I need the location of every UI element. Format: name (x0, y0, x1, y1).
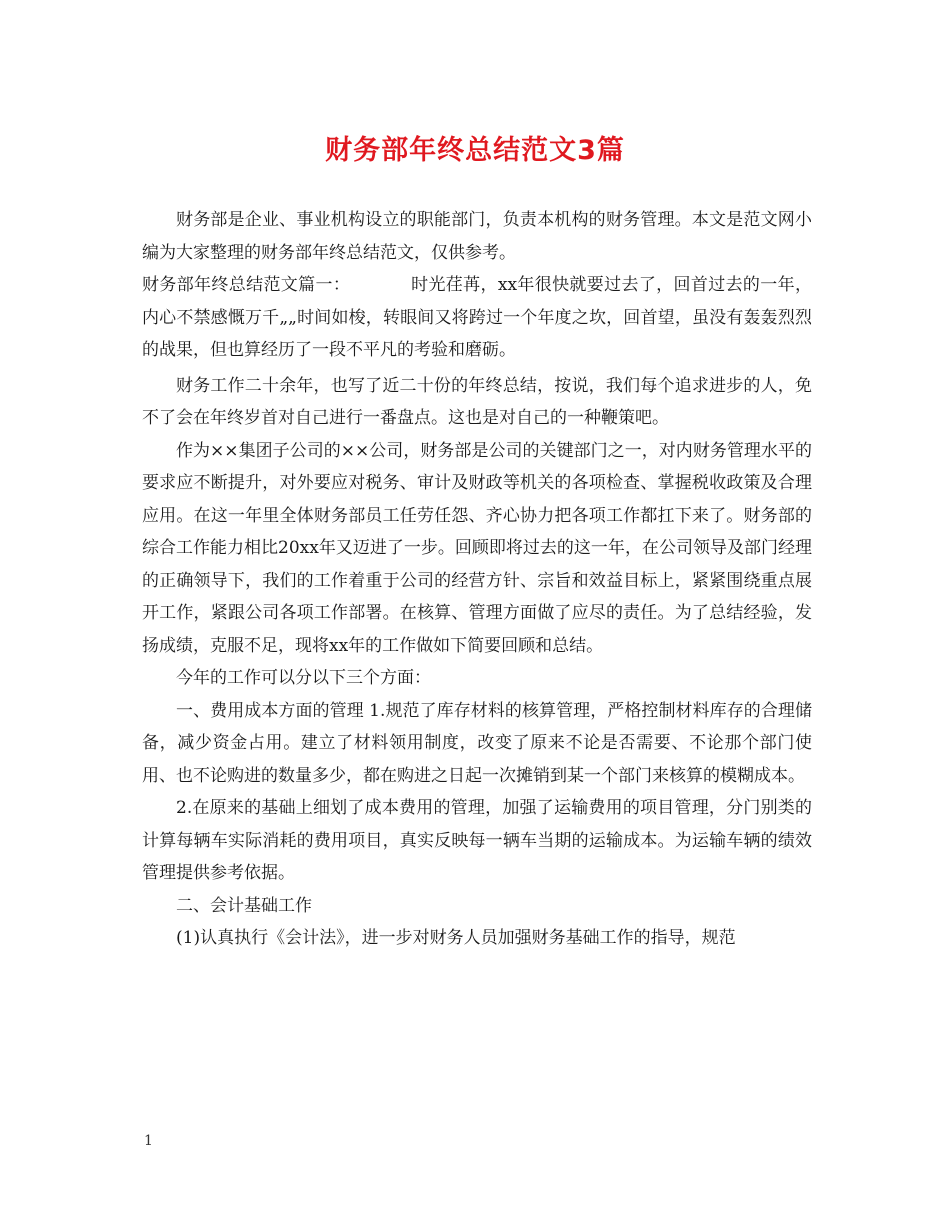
paragraph: 今年的工作可以分以下三个方面： (176, 668, 431, 688)
section-heading: 二、会计基础工作 (176, 895, 312, 916)
paragraph-part-one: 财务部年终总结范文篇一： 时光荏苒，xx年很快就要过去了，回首过去的一年，内心不禁感慨万千„„时间如梭，转眼间又将跨过一个年度之坎，回首望，虽没有轰轰烈烈的战果，但也算经历了一段不平凡的考验和磨砺。 (142, 275, 812, 360)
paragraph: 2.在原来的基础上细划了成本费用的管理，加强了运输费用的项目管理，分门别类的计算每辆车实际消耗的费用项目，真实反映每一辆车当期的运输成本。为运输车辆的绩效管理提供参考依据。 (142, 798, 812, 883)
document-body (142, 204, 812, 955)
page-number: 1 (144, 1133, 153, 1149)
paragraph: 一、费用成本方面的管理 1.规范了库存材料的核算管理，严格控制材料库存的合理储备，减少资金占用。建立了材料领用制度，改变了原来不论是否需要、不论那个部门使用、也不论购进的数量多少，都在购进之日起一次摊销到某一个部门来核算的模糊成本。 (142, 700, 812, 786)
paragraph: 财务工作二十余年，也写了近二十份的年终总结，按说，我们每个追求进步的人，免不了会在年终岁首对自己进行一番盘点。这也是对自己的一种鞭策吧。 (142, 375, 812, 428)
paragraph: (1)认真执行《会计法》，进一步对财务人员加强财务基础工作的指导，规范 (176, 928, 736, 948)
paragraph: 作为××集团子公司的××公司，财务部是公司的关键部门之一，对内财务管理水平的要求应不断提升，对外要应对税务、审计及财政等机关的各项检查、掌握税收政策及合理应用。在这一年里全体财务部员工任劳任怨、齐心协力把各项工作都扛下来了。财务部的综合工作能力相比20xx年又迈进了一步。回顾即将过去的这一年，在公司领导及部门经理的正确领导下，我们的工作着重于公司的经营方针、宗旨和效益目标上，紧紧围绕重点展开工作，紧跟公司各项工作部署。在核算、管理方面做了应尽的责任。为了总结经验，发扬成绩，克服不足，现将xx年的工作做如下简要回顾和总结。 (142, 440, 812, 656)
document-title: 财务部年终总结范文3篇 (325, 135, 625, 166)
paragraph-intro: 财务部是企业、事业机构设立的职能部门，负责本机构的财务管理。本文是范文网小编为大家整理的财务部年终总结范文，仅供参考。 (142, 210, 812, 263)
